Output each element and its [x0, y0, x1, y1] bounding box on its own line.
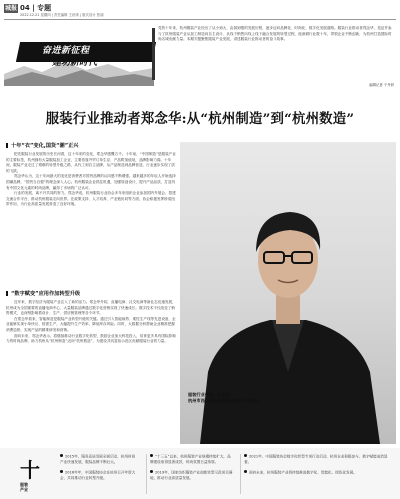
page-label: 04 | 专题	[20, 4, 52, 12]
emblem-char: 十	[20, 458, 40, 482]
caption-line: 服装行业代表：郑念华	[188, 392, 230, 397]
paragraph: 郑念华认为，这十年间最大的变化是消费者对国货品牌的认同感不断增强。越来越多的年轻人开始选择国潮品牌，“国货当自强”的理念深入人心。杭州服装企业抓住机遇，加强原创设计，提升产品品质，打造具有中国文化元素的时尚品牌，赢得了市场的广泛认可。	[6, 174, 176, 190]
intro-text: 党的十年来，杭州服装产业经历了从小到大、由弱到强的发展历程，逐步迈向品牌化、时尚化、数字化发展道路。服装行业推动者郑念华，见证并参与了杭州服装产业从加工制造向自主设计、从线下销售向线上线下融合发展的转型过程，他深耕行业数十年，带领企业不断创新，为杭州打造国际时尚名城贡献力量。本期专题聚焦服装产业发展，讲述服装行业推动者的奋斗故事。	[158, 26, 392, 42]
bullet-icon	[150, 454, 153, 457]
editor-credit: 编辑记者 于丹妍	[369, 83, 394, 87]
caption-line: 杭州市西小镇服装发展有限公司董事长	[188, 398, 260, 403]
timeline-divider	[146, 454, 147, 494]
timeline-strip	[0, 448, 400, 499]
article-title: 服装行业推动者郑念华:从“杭州制造”到“杭州数造”	[45, 111, 355, 127]
paragraph: 面向未来，郑念华表示，将继续推动行业数字化转型，鼓励企业加大科技投入，培育更多具有国际影响力的时尚品牌，助力杭州从“杭州制造”迈向“杭州数造”，为建设共同富裕示范区贡献服装行业的力量。	[6, 333, 176, 344]
timeline-item	[244, 454, 392, 466]
paragraph: 行业的发展，离不开共同的努力。郑念华说，杭州服装行业协会多年来组织企业参加国内外展会，搭建交流合作平台，推动杭州服装走向世界。在政策支持、人才培养、产业链协同等方面，协会积极发挥桥梁纽带作用，为行业高质量发展营造了良好环境。	[6, 191, 176, 207]
intro-accent-bar	[152, 28, 155, 80]
timeline-text: 2016年年，中国服装协会在杭州召开年度大会，共同推动行业转型升级。	[60, 470, 136, 480]
page-meta: 2022.12.21 星期四 | 责任编辑 王丝琪 | 版式设计 张丽	[20, 13, 104, 17]
timeline-text: 面向未来，杭州服装产业将持续推进数字化、智能化、绿色化发展。	[249, 470, 357, 475]
bullet-icon	[60, 454, 63, 457]
paragraph: 把先服装行业发展的历史长河看，这十年来的变化，郑念华感慨万千。十年前，“中国制造”是服装产业的主要标签，杭州拥有大量服装加工企业，主要依靠外贸订单生存，产品附加值低，品牌影响力弱。十年间，服装产业走过了艰难的转型升级之路，从代工到自主品牌，从产品制造到品牌营造，行业逐步实现了质的飞跃。	[6, 152, 176, 173]
banner-title-line1: 奋进新征程	[42, 46, 90, 56]
timeline-item	[150, 470, 234, 482]
bullet-icon	[60, 470, 63, 473]
paragraph: 在郑念华看来，智能制造是服装产业转型升级的关键。通过引入智能裁剪、柔性生产线等先进设备，企业能够实现小单快反、按需生产，大幅提升生产效率，降低库存风险。同时，大数据分析帮助企业精准把握消费趋势，实现产品的精准研发和营销。	[6, 316, 176, 332]
paragraph: 近年来，数字经济为服装产业注入了新的活力。郑念华介绍，直播电商、社交电商等新业态迅速发展，杭州成为全国重要的直播电商中心，大量服装品牌通过数字化营销实现了快速成长。数字技术不仅改变了销售模式，也深刻影响着设计、生产、供应链管理等各个环节。	[6, 300, 176, 316]
header-divider	[4, 19, 396, 20]
emblem-label-line: 服装	[20, 482, 28, 487]
timeline-column-2	[150, 454, 234, 485]
section-1-heading: 十年“衣”变化,国货“潮”正兴	[6, 142, 78, 149]
timeline-text: 2015年，服务高质发展全面启动，杭州时尚产业快速发展，服装品牌不断壮大。	[60, 454, 136, 465]
timeline-divider	[240, 454, 241, 494]
section-1-body	[6, 152, 176, 208]
section-2-body	[6, 300, 176, 345]
photo-caption	[188, 392, 259, 404]
timeline-text: 2019年，国家纺织服装产业创新转型示范项目落地，推动行业高质量发展。	[150, 470, 233, 480]
banner-title-line2: 建功新时代	[52, 58, 98, 68]
section-banner	[4, 22, 154, 86]
section-2-heading: “数字赋变”应用作加转型升级	[6, 290, 80, 297]
timeline-text: 2021年，中国服装协会数字化转型专项行动启动，杭州企业积极参与，数字赋能成效显著。	[244, 454, 388, 465]
timeline-emblem	[6, 452, 46, 492]
timeline-column-3	[244, 454, 392, 480]
timeline-item	[150, 454, 234, 466]
emblem-label	[20, 482, 28, 492]
intro-box	[152, 26, 396, 82]
emblem-label-line: 产业	[20, 487, 28, 492]
timeline-item	[60, 454, 138, 466]
timeline-column-1	[60, 454, 138, 485]
newspaper-logo: 城报	[4, 5, 17, 12]
timeline-item	[244, 470, 392, 476]
bullet-icon	[150, 470, 153, 473]
timeline-item	[60, 470, 138, 482]
portrait-photo	[180, 142, 396, 444]
bullet-icon	[244, 454, 247, 457]
bullet-icon	[244, 470, 247, 473]
timeline-text: “十三五”以来，杭州服装产业规模持续扩大，品牌建设取得显著成效，时尚氛围日益浓厚。	[150, 454, 231, 465]
